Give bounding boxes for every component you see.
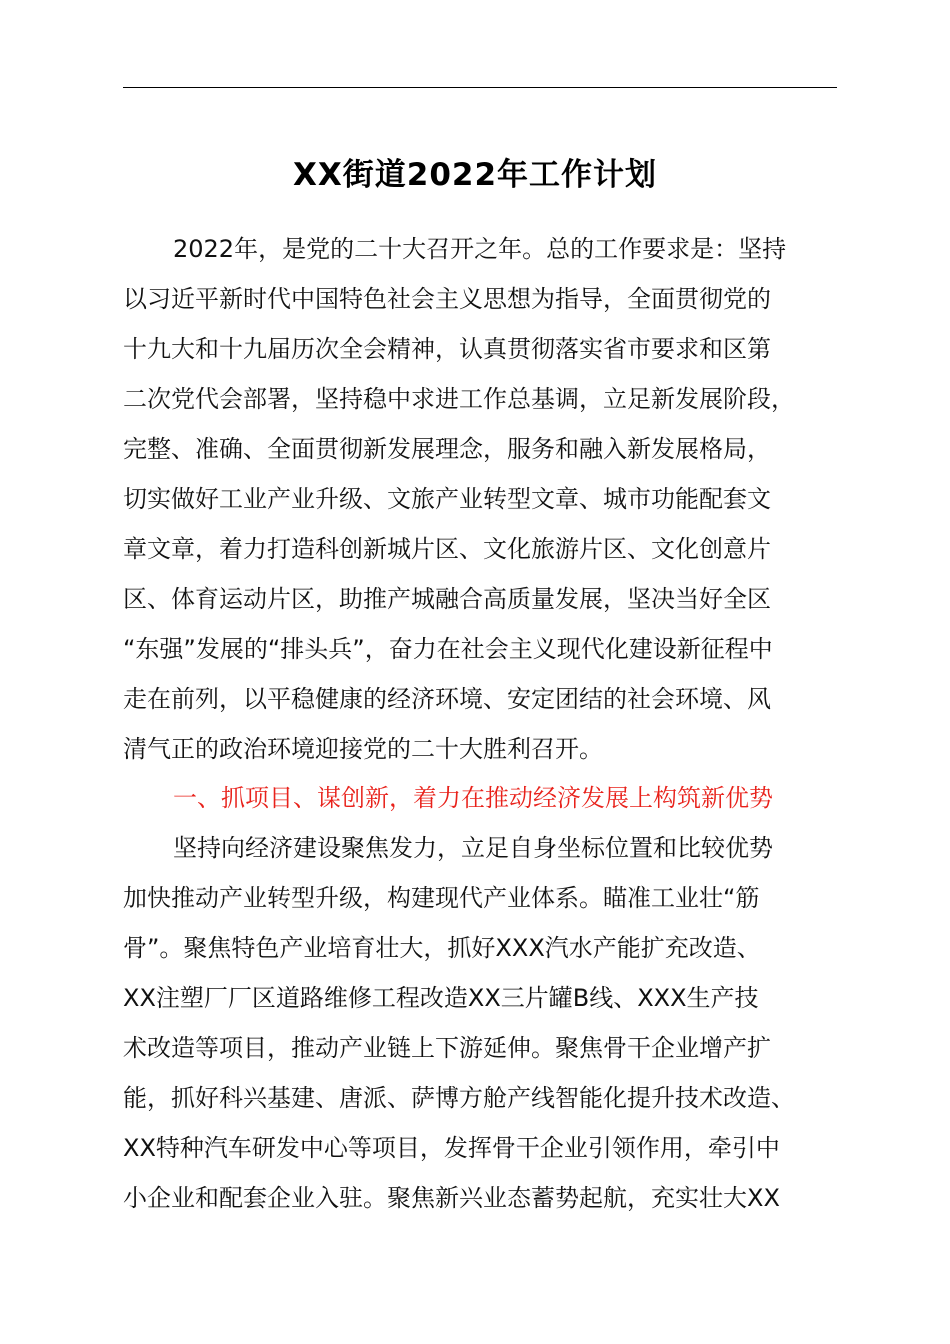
- section-1: [123, 773, 837, 1223]
- paragraph-line: 切实做好工业产业升级、文旅产业转型文章、城市功能配套文: [123, 485, 771, 513]
- paragraph-line: “东强”发展的“排头兵”，奋力在社会主义现代化建设新征程中: [123, 635, 773, 663]
- paragraph-line: 完整、准确、全面贯彻新发展理念，服务和融入新发展格局，: [123, 435, 771, 463]
- paragraph-line: 2022年，是党的二十大召开之年。总的工作要求是：坚持: [173, 235, 787, 263]
- paragraph-line: 区、体育运动片区，助推产城融合高质量发展，坚决当好全区: [123, 585, 771, 613]
- paragraph-line: 能，抓好科兴基建、唐派、萨博方舱产线智能化提升技术改造、: [123, 1084, 795, 1112]
- paragraph-line: 二次党代会部署，坚持稳中求进工作总基调，立足新发展阶段，: [123, 385, 795, 413]
- paragraph-line: 走在前列，以平稳健康的经济环境、安定团结的社会环境、风: [123, 685, 771, 713]
- paragraph-line: 十九大和十九届历次全会精神，认真贯彻落实省市要求和区第: [123, 335, 771, 363]
- paragraph-line: 骨”。聚焦特色产业培育壮大，抓好XXX汽水产能扩充改造、: [123, 934, 761, 962]
- paragraph-line: 加快推动产业转型升级，构建现代产业体系。瞄准工业壮“筋: [123, 884, 760, 912]
- paragraph-line: 术改造等项目，推动产业链上下游延伸。聚焦骨干企业增产扩: [123, 1034, 771, 1062]
- paragraph-line: 坚持向经济建设聚焦发力，立足自身坐标位置和比较优势: [173, 834, 773, 862]
- paragraph-line: 清气正的政治环境迎接党的二十大胜利召开。: [123, 735, 603, 763]
- header-rule: [123, 87, 837, 88]
- paragraph-line: 以习近平新时代中国特色社会主义思想为指导，全面贯彻党的: [123, 285, 771, 313]
- paragraph-line: XX注塑厂厂区道路维修工程改造XX三片罐B线、XXX生产技: [123, 984, 759, 1012]
- paragraph-line: 章文章，着力打造科创新城片区、文化旅游片区、文化创意片: [123, 535, 771, 563]
- section-heading: 一、抓项目、谋创新，着力在推动经济发展上构筑新优势: [173, 784, 773, 812]
- intro-paragraph: [123, 224, 837, 774]
- paragraph-line: 小企业和配套企业入驻。聚焦新兴业态蓄势起航，充实壮大XX: [123, 1184, 780, 1212]
- paragraph-line: XX特种汽车研发中心等项目，发挥骨干企业引领作用，牵引中: [123, 1134, 780, 1162]
- page-title: XX街道2022年工作计划: [292, 157, 658, 193]
